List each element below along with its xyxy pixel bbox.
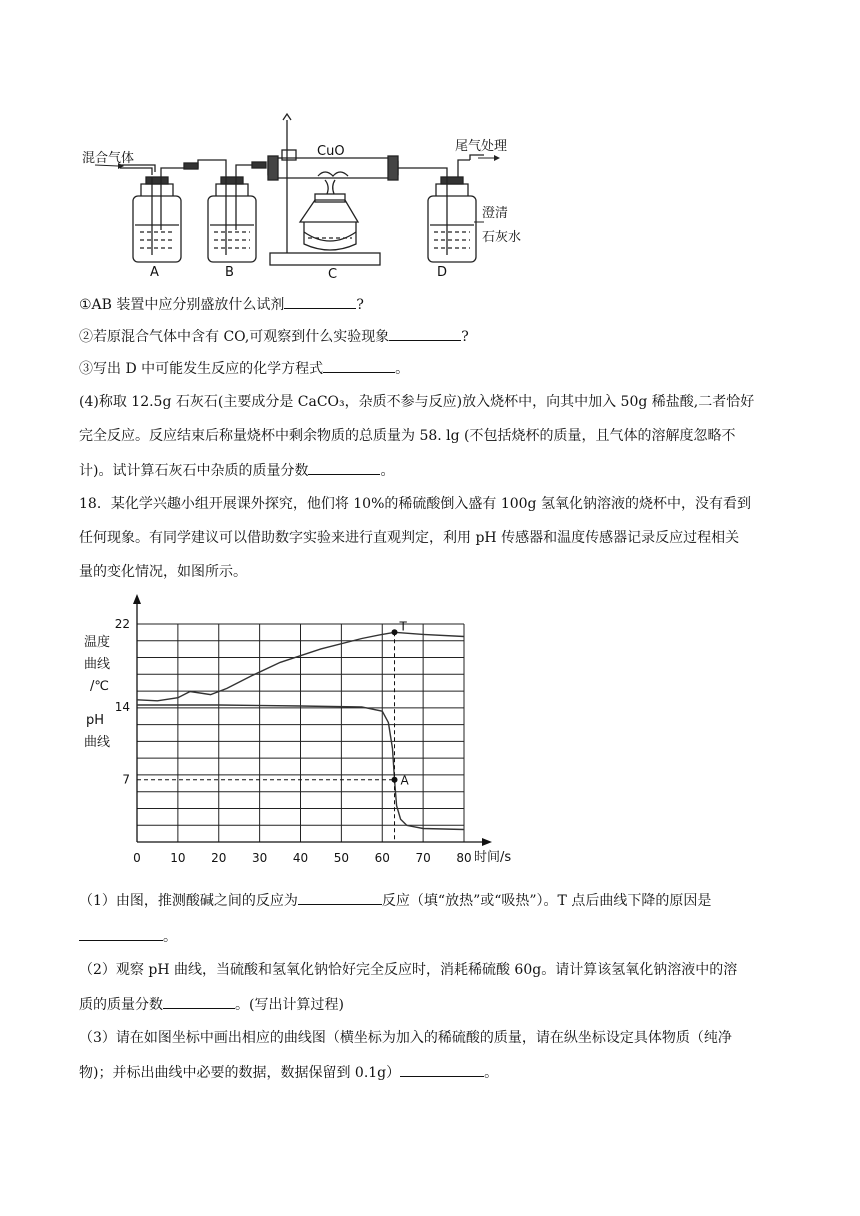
sub-question-2-line-2: 质的质量分数 。(写出计算过程) <box>79 994 344 1015</box>
x-tick-label: 50 <box>333 851 350 865</box>
answer-blank <box>284 294 356 309</box>
question-18-line-1: 18．某化学兴趣小组开展课外探究，他们将 10%的稀硫酸倒入盛有 100g 氢氧化钠溶液的烧杯中，没有看到 <box>79 496 751 512</box>
question-2: ②若原混合气体中含有 CO,可观察到什么实验现象 ? <box>79 326 469 347</box>
bottle-d <box>428 196 476 262</box>
question-4-line-2: 完全反应。反应结束后称量烧杯中剩余物质的总质量为 58. lg (不包括烧杯的质量，且气体的溶解度忽略不 <box>79 428 736 444</box>
x-tick-label: 0 <box>133 851 141 865</box>
question-18-line-2: 任何现象。有同学建议可以借助数字实验来进行直观判定，利用 pH 传感器和温度传感器记录反应过程相关 <box>79 530 740 546</box>
gas-in-label: 混合气体 <box>82 151 135 166</box>
xlabel: 时间/s <box>474 850 512 865</box>
point-a-label: A <box>400 773 409 788</box>
tail-gas-label: 尾气处理 <box>455 139 508 154</box>
question-18-line-3: 量的变化情况，如图所示。 <box>79 564 247 580</box>
ylabel-temp-2: 曲线 <box>84 657 111 672</box>
bottle-b <box>208 196 256 262</box>
x-tick-label: 30 <box>251 851 268 865</box>
y-axis-arrow <box>133 594 141 604</box>
x-axis-arrow <box>482 838 492 846</box>
answer-blank <box>163 994 235 1009</box>
temperature-ph-chart <box>0 590 860 880</box>
y-tick-label: 22 <box>114 617 130 631</box>
answer-blank <box>389 326 461 341</box>
answer-blank <box>323 358 395 373</box>
question-4-line-3: 计)。试计算石灰石中杂质的质量分数 。 <box>79 460 394 481</box>
x-tick-label: 20 <box>211 851 227 865</box>
point-a <box>392 777 398 783</box>
sub-question-1-line-1: （1）由图，推测酸碱之间的反应为 反应（填“放热”或“吸热”）。T 点后曲线下降的原因是 <box>79 890 711 911</box>
sub-question-3-line-2: 物)；并标出曲线中必要的数据，数据保留到 0.1g） 。 <box>79 1062 498 1083</box>
point-t-label: T <box>399 619 407 634</box>
label-b: B <box>225 265 234 280</box>
x-tick-label: 70 <box>415 851 431 865</box>
sub-question-2-line-1: （2）观察 pH 曲线，当硫酸和氢氧化钠恰好完全反应时，消耗稀硫酸 60g。请计算该氢氧化钠溶液中的溶 <box>79 962 738 978</box>
y-tick-label: 7 <box>122 772 130 787</box>
cuo-label: CuO <box>317 144 345 159</box>
sub-question-1-line-2: 。 <box>79 926 177 947</box>
answer-blank <box>308 460 380 475</box>
chart-grid <box>137 624 464 842</box>
ylabel-temp-3: /℃ <box>90 679 109 694</box>
label-a: A <box>150 265 159 280</box>
question-4-line-1: (4)称取 12.5g 石灰石(主要成分是 CaCO₃，杂质不参与反应)放入烧杯中，向其中加入 50g 稀盐酸,二者恰好 <box>79 394 755 410</box>
label-d: D <box>437 265 448 280</box>
x-tick-label: 60 <box>374 851 390 865</box>
ylabel-ph-2: 曲线 <box>84 735 111 750</box>
limewater-label-1: 澄清 <box>482 206 509 221</box>
answer-blank <box>79 926 163 941</box>
apparatus-diagram <box>0 0 860 290</box>
question-3: ③写出 D 中可能发生反应的化学方程式 。 <box>79 358 409 379</box>
x-tick-label: 10 <box>170 851 186 865</box>
limewater-label-2: 石灰水 <box>482 230 522 245</box>
y-tick-label: 14 <box>114 700 130 715</box>
x-tick-label: 80 <box>456 851 472 865</box>
answer-blank <box>298 890 382 905</box>
bottle-a <box>133 196 181 262</box>
ylabel-temp-1: 温度 <box>84 635 111 650</box>
point-t <box>392 629 398 635</box>
label-c: C <box>328 267 338 282</box>
question-1: ①AB 装置中应分别盛放什么试剂 ? <box>79 294 364 315</box>
answer-blank <box>400 1062 484 1077</box>
sub-question-3-line-1: （3）请在如图坐标中画出相应的曲线图（横坐标为加入的稀硫酸的质量，请在纵坐标设定具体物质（纯净 <box>79 1030 732 1046</box>
x-tick-label: 40 <box>292 851 309 865</box>
ylabel-ph-1: pH <box>86 713 105 728</box>
